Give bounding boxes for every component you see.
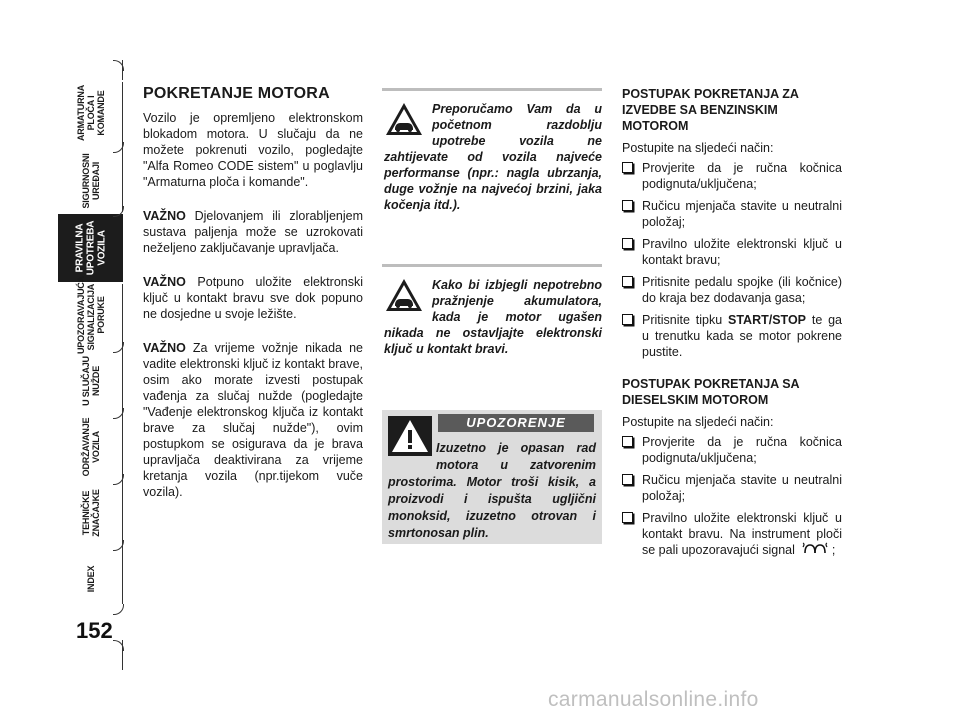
important-label: VAŽNO <box>143 341 186 355</box>
tab-armaturna-ploca[interactable]: ARMATURNA PLOČA I KOMANDE <box>75 84 106 142</box>
tab-odrzavanje-vozila[interactable]: ODRŽAVANJE VOZILA <box>80 417 101 477</box>
warning-text <box>388 440 596 542</box>
glow-plug-icon <box>802 542 828 556</box>
bullet-box-icon <box>622 314 633 325</box>
list-item <box>622 160 842 192</box>
list-item <box>622 236 842 268</box>
important-label: VAŽNO <box>143 275 186 289</box>
list-item <box>622 198 842 230</box>
list-item <box>622 472 842 504</box>
warning-title: UPOZORENJE <box>438 414 594 432</box>
tip-box-battery <box>382 264 602 357</box>
car-warning-icon <box>384 101 424 137</box>
step-text: Pritisnite tipku <box>642 313 728 327</box>
bullet-box-icon <box>622 200 633 211</box>
step-text: Ručicu mjenjača stavite u neutralni položaj; <box>642 199 842 229</box>
important-note <box>143 340 363 500</box>
bullet-box-icon <box>622 162 633 173</box>
diesel-procedure-title: POSTUPAK POKRETANJA SA DIESELSKIM MOTOROM <box>622 377 800 407</box>
warning-box <box>382 410 602 544</box>
icon-spacer <box>388 440 436 474</box>
intro-paragraph: Vozilo je opremljeno elektronskom blokadom motora. U slučaju da ne možete pokrenuti vozilo, pogledajte "Alfa Romeo CODE sistem" u poglavlju "Armaturna ploča i komande". <box>143 111 363 189</box>
start-stop-key-label: START/STOP <box>728 313 807 327</box>
tip-text: Preporučamo Vam da u početnom razdoblju upotrebe vozila ne zahtijevate od vozila najveće performanse (npr.: nagla ubrzanja, duge vožnje na najvećoj brzini, jaka kočenja itd.). <box>384 102 602 212</box>
tab-index[interactable]: INDEX <box>85 565 96 593</box>
diesel-intro: Postupite na sljedeći način: <box>622 415 774 429</box>
petrol-steps-list <box>622 160 842 360</box>
important-label: VAŽNO <box>143 209 186 223</box>
petrol-intro: Postupite na sljedeći način: <box>622 141 774 155</box>
chapter-sidebar <box>0 0 130 720</box>
car-warning-icon <box>384 277 424 313</box>
diesel-steps-list <box>622 434 842 558</box>
bullet-box-icon <box>622 238 633 249</box>
tip-box-performance <box>382 88 602 213</box>
tab-u-slucaju-nuzde[interactable]: U SLUČAJU NUŽDE <box>80 356 101 406</box>
petrol-procedure-title: POSTUPAK POKRETANJA ZA IZVEDBE SA BENZINSKIM MOTOROM <box>622 87 799 133</box>
section-title: POKRETANJE MOTORA <box>143 85 330 102</box>
watermark: carmanualsonline.info <box>548 688 759 711</box>
important-text: Djelovanjem ili zlorabljenjem sustava paljenja može se uzrokovati neželjeno zaključavanje upravljača. <box>143 209 363 255</box>
bullet-box-icon <box>622 474 633 485</box>
sidebar-line <box>122 284 123 604</box>
important-note <box>143 208 363 256</box>
step-text: ; <box>828 543 836 557</box>
tip-text: Kako bi izbjegli nepotrebno pražnjenje akumulatora, kada je motor ugašen nikada ne ostavljajte elektronski ključ u kontakt bravi. <box>384 278 602 356</box>
tab-tehnicke-znacajke[interactable]: TEHNIČKE ZNAČAJKE <box>80 489 101 537</box>
step-text: Ručicu mjenjača stavite u neutralni položaj; <box>642 473 842 503</box>
page-number: 152 <box>76 618 113 643</box>
bullet-box-icon <box>622 276 633 287</box>
warning-body: Izuzetno je opasan rad motora u zatvorenim prostorima. Motor troši kisik, a proizvodi i ispušta ugljični monoksid, izuzetno otrovan i smrtonosan plin. <box>388 441 596 540</box>
tab-pravilna-upotreba[interactable]: PRAVILNA UPOTREBA VOZILA <box>58 214 123 282</box>
step-text: Provjerite da je ručna kočnica podignuta/uključena; <box>642 435 842 465</box>
step-text: Provjerite da je ručna kočnica podignuta/uključena; <box>642 161 842 191</box>
list-item <box>622 312 842 360</box>
sidebar-hook <box>113 604 124 615</box>
column-engine-start <box>143 86 363 518</box>
important-note <box>143 274 363 322</box>
step-text: Pritisnite pedalu spojke (ili kočnice) do kraja bez dodavanja gasa; <box>642 275 842 305</box>
important-text: Potpuno uložite elektronski ključ u kontakt bravu sve dok popuno ne dosjedne u svoje ležište. <box>143 275 363 321</box>
step-text: Pravilno uložite elektronski ključ u kontakt bravu; <box>642 237 842 267</box>
list-item <box>622 510 842 558</box>
list-item <box>622 274 842 306</box>
bullet-box-icon <box>622 436 633 447</box>
bullet-box-icon <box>622 512 633 523</box>
tab-upozoravajuca-signalizacija[interactable]: UPOZORAVAJUĆA SIGNALIZACIJA I PORUKE <box>75 275 106 355</box>
tab-sigurnosni-uredaji[interactable]: SIGURNOSNI UREĐAJI <box>80 153 101 209</box>
step-text: Pravilno uložite elektronski ključ u kontakt bravu. Na instrument ploči se pali upozoravajući signal <box>642 511 842 557</box>
list-item <box>622 434 842 466</box>
important-text: Za vrijeme vožnje nikada ne vadite elektronski ključ iz kontakt brave, osim ako morate izvesti postupak vađenja za slučaj nužde (pogledajte "Vađenje elektronskog ključa iz kontakt brave za slučaj nužde"), ovim postupkom se osigurava da je brava upravljača deaktivirana za vrijeme kretanja vozila (npr.tijekom vuče vozila). <box>143 341 363 499</box>
column-start-procedures <box>622 86 842 574</box>
step-text: te ga u trenutku kada se motor pokrene pustite. <box>642 313 843 359</box>
